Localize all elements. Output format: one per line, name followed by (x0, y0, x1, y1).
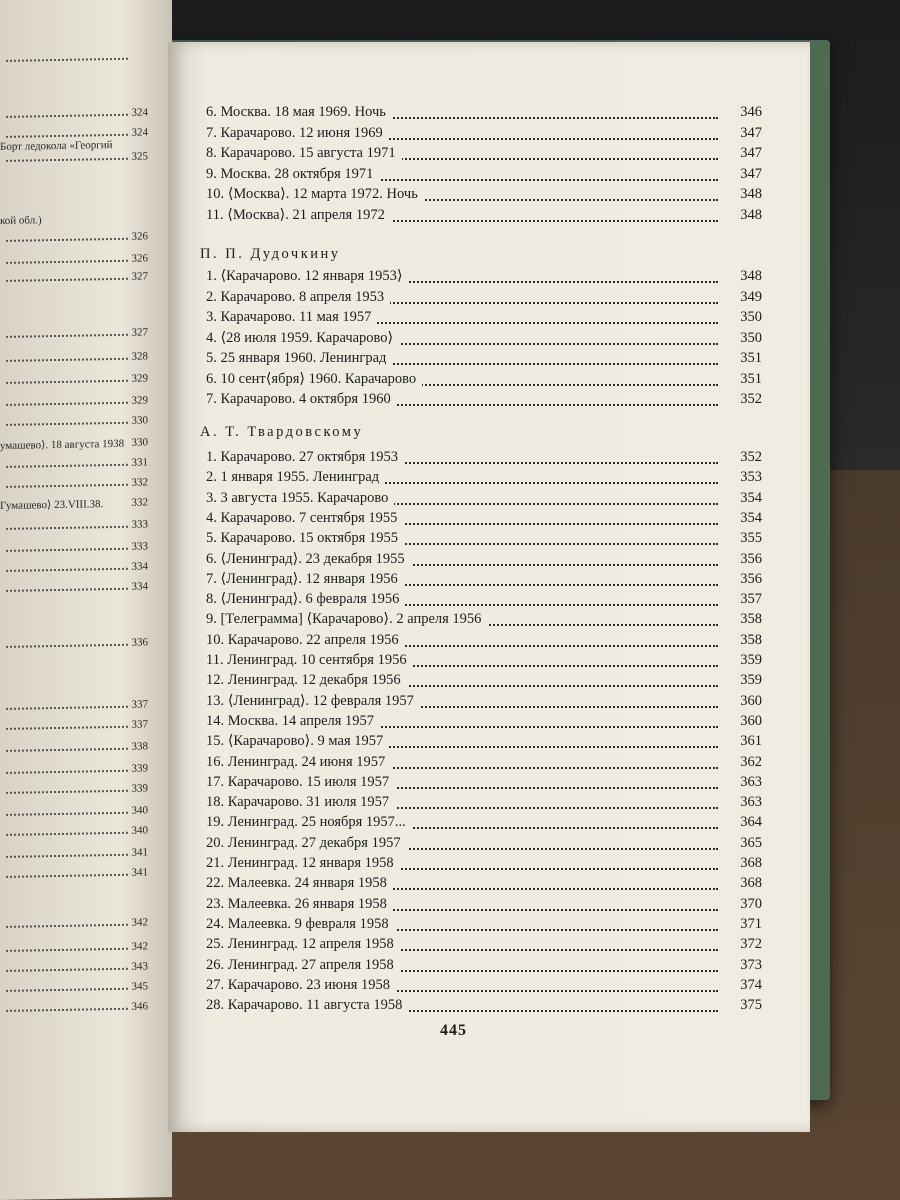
toc-entry-page: 355 (734, 530, 762, 547)
left-page-line (0, 557, 150, 580)
toc-entry-page: 352 (734, 391, 762, 408)
dot-leader (6, 548, 128, 552)
toc-entry-page: 368 (734, 855, 762, 872)
toc-entry-page: 358 (734, 632, 762, 649)
dot-leader (6, 464, 128, 468)
toc-entry (206, 632, 762, 652)
left-page-line (0, 913, 150, 936)
left-page-number: 332 (131, 496, 148, 509)
toc-entry-title: 6. Москва. 18 мая 1969. Ночь (206, 104, 392, 121)
toc-entry-page: 352 (734, 449, 762, 466)
toc-entry-title: 12. Ленинград. 12 декабря 1956 (206, 672, 407, 689)
toc-entry (206, 835, 762, 855)
left-page-line (0, 759, 150, 782)
left-page (0, 0, 172, 1200)
toc-entry-title: 9. [Телеграмма] ⟨Карачарово⟩. 2 апреля 1956 (206, 611, 487, 628)
left-page-line (0, 473, 150, 496)
left-page-number: 327 (131, 326, 148, 339)
left-page-line (0, 577, 150, 600)
dot-leader (6, 58, 128, 62)
left-page-number: 330 (131, 414, 148, 427)
toc-entry (206, 977, 762, 997)
left-page-number: 343 (131, 960, 148, 973)
left-page-number: 346 (131, 1000, 148, 1013)
dot-leader (6, 484, 128, 488)
left-page-number: 340 (131, 804, 148, 817)
left-page-line (0, 977, 150, 1000)
toc-entry (206, 936, 762, 956)
left-page-line (0, 843, 150, 866)
left-page-number: 338 (131, 740, 148, 753)
toc-entry (206, 391, 762, 411)
left-page-number: 337 (131, 698, 148, 711)
toc-entry-title: 1. ⟨Карачарово. 12 января 1953⟩ (206, 268, 409, 285)
left-page-line (0, 695, 150, 718)
toc-entry-page: 364 (734, 814, 762, 831)
toc-entry (206, 896, 762, 916)
toc-entry-page: 373 (734, 957, 762, 974)
toc-entry (206, 125, 762, 145)
left-page-number: 342 (131, 916, 148, 929)
dot-leader (6, 644, 128, 648)
left-page-number: 324 (131, 126, 148, 139)
toc-entry (206, 875, 762, 895)
toc-entry-page: 359 (734, 652, 762, 669)
section-heading-tvardovsky: А. Т. Твардовскому (200, 424, 364, 440)
left-page-number: 333 (131, 540, 148, 553)
toc-entry-page: 370 (734, 896, 762, 913)
toc-entry-title: 2. 1 января 1955. Ленинград (206, 469, 385, 486)
left-page-line (0, 863, 150, 886)
left-page-line (0, 347, 150, 370)
toc-entry (206, 551, 762, 571)
toc-entry-page: 347 (734, 166, 762, 183)
toc-entry-title: 26. Ленинград. 27 апреля 1958 (206, 957, 400, 974)
left-page-number: 333 (131, 518, 148, 531)
toc-entry-title: 5. Карачарово. 15 октября 1955 (206, 530, 404, 547)
left-page-line (0, 227, 150, 250)
dot-leader (6, 812, 128, 816)
toc-entry-title: 20. Ленинград. 27 декабря 1957 (206, 835, 407, 852)
dot-leader (6, 874, 128, 878)
toc-entry (206, 449, 762, 469)
toc-entry-title: 7. Карачарово. 12 июня 1969 (206, 125, 389, 142)
left-page-number: 326 (131, 230, 148, 243)
dot-leader (6, 568, 128, 572)
left-page-line (0, 369, 150, 392)
toc-entry-page: 346 (734, 104, 762, 121)
toc-entry (206, 855, 762, 875)
toc-entry (206, 672, 762, 692)
left-page-number: 339 (131, 782, 148, 795)
left-page-line (0, 779, 150, 802)
left-page-line (0, 453, 150, 476)
left-page-line (0, 267, 150, 290)
dot-leader (6, 358, 128, 362)
left-page-number: 325 (131, 150, 148, 163)
toc-entry-title: 28. Карачарово. 11 августа 1958 (206, 997, 408, 1014)
left-page-number: 341 (131, 866, 148, 879)
toc-entry (206, 916, 762, 936)
toc-entry-page: 348 (734, 186, 762, 203)
toc-entry-page: 371 (734, 916, 762, 933)
left-page-text: кой обл.) (0, 214, 42, 227)
left-page-number: 329 (131, 394, 148, 407)
left-page-line (0, 715, 150, 738)
toc-entry-page: 354 (734, 510, 762, 527)
left-page-line (0, 433, 150, 456)
dot-leader (6, 948, 128, 952)
toc-entry-title: 21. Ленинград. 12 января 1958 (206, 855, 400, 872)
toc-entry-title: 2. Карачарово. 8 апреля 1953 (206, 289, 390, 306)
toc-entry (206, 814, 762, 834)
left-page-text: умашево⟩. 18 августа 1938 (0, 437, 125, 452)
toc-entry-title: 3. 3 августа 1955. Карачарово (206, 490, 394, 507)
toc-entry-page: 368 (734, 875, 762, 892)
toc-entry-title: 7. Карачарово. 4 октября 1960 (206, 391, 397, 408)
toc-entry (206, 145, 762, 165)
toc-entry-title: 14. Москва. 14 апреля 1957 (206, 713, 380, 730)
left-page-number: 331 (131, 456, 148, 469)
toc-entry-title: 8. ⟨Ленинград⟩. 6 февраля 1956 (206, 591, 405, 608)
toc-entry-title: 8. Карачарово. 15 августа 1971 (206, 145, 402, 162)
toc-entry-page: 359 (734, 672, 762, 689)
toc-entry-title: 6. 10 сент⟨ября⟩ 1960. Карачарово (206, 371, 422, 388)
toc-entry-page: 374 (734, 977, 762, 994)
toc-entry-page: 360 (734, 713, 762, 730)
toc-entry-page: 356 (734, 551, 762, 568)
toc-entry-page: 356 (734, 571, 762, 588)
toc-entry-title: 27. Карачарово. 23 июня 1958 (206, 977, 396, 994)
toc-entry-page: 350 (734, 309, 762, 326)
dot-leader (6, 114, 128, 118)
left-page-number: 336 (131, 636, 148, 649)
dot-leader (6, 748, 128, 752)
toc-entry (206, 713, 762, 733)
toc-entry-page: 362 (734, 754, 762, 771)
toc-entry (206, 469, 762, 489)
left-page-line (0, 391, 150, 414)
toc-entry-title: 18. Карачарово. 31 июля 1957 (206, 794, 395, 811)
toc-entry (206, 997, 762, 1017)
section-heading-dudochkin: П. П. Дудочкину (200, 246, 341, 262)
dot-leader (6, 588, 128, 592)
dot-leader (6, 790, 128, 794)
left-page-line (0, 957, 150, 980)
dot-leader (6, 278, 128, 282)
dot-leader (6, 380, 128, 384)
toc-entry-title: 19. Ленинград. 25 ноября 1957... (206, 814, 412, 831)
toc-entry-page: 357 (734, 591, 762, 608)
toc-entry-title: 4. Карачарово. 7 сентября 1955 (206, 510, 403, 527)
dot-leader (6, 158, 128, 162)
dot-leader (6, 526, 128, 530)
left-page-number: 342 (131, 940, 148, 953)
dot-leader (6, 968, 128, 972)
toc-entry (206, 754, 762, 774)
dot-leader (6, 726, 128, 730)
toc-entry-title: 3. Карачарово. 11 мая 1957 (206, 309, 377, 326)
toc-entry-page: 354 (734, 490, 762, 507)
toc-entry (206, 733, 762, 753)
toc-entry-page: 375 (734, 997, 762, 1014)
left-page-number: 327 (131, 270, 148, 283)
toc-entry-title: 7. ⟨Ленинград⟩. 12 января 1956 (206, 571, 404, 588)
left-page-number: 324 (131, 106, 148, 119)
dot-leader (6, 334, 128, 338)
left-page-number: 328 (131, 350, 148, 363)
toc-entry (206, 611, 762, 631)
toc-entry (206, 371, 762, 391)
left-page-text: Гумашево⟩ 23.VIII.38. (0, 498, 104, 512)
toc-entry-page: 351 (734, 350, 762, 367)
toc-entry-title: 1. Карачарово. 27 октября 1953 (206, 449, 404, 466)
toc-entry (206, 794, 762, 814)
dot-leader (6, 422, 128, 426)
toc-entry-title: 25. Ленинград. 12 апреля 1958 (206, 936, 400, 953)
toc-entry-page: 353 (734, 469, 762, 486)
toc-entry-title: 10. Карачарово. 22 апреля 1956 (206, 632, 405, 649)
left-page-line (0, 737, 150, 760)
toc-entry-page: 347 (734, 125, 762, 142)
dot-leader (6, 988, 128, 992)
dot-leader (6, 706, 128, 710)
toc-entry-title: 13. ⟨Ленинград⟩. 12 февраля 1957 (206, 693, 420, 710)
toc-entry (206, 571, 762, 591)
toc-entry-title: 6. ⟨Ленинград⟩. 23 декабря 1955 (206, 551, 411, 568)
toc-entry-title: 24. Малеевка. 9 февраля 1958 (206, 916, 395, 933)
left-page-line (0, 515, 150, 538)
toc-entry-page: 361 (734, 733, 762, 750)
toc-entry-page: 363 (734, 794, 762, 811)
dot-leader (6, 924, 128, 928)
left-page-line (0, 47, 150, 70)
toc-entry-page: 358 (734, 611, 762, 628)
left-page-number: 330 (131, 436, 148, 449)
toc-entry-page: 350 (734, 330, 762, 347)
left-page-line (0, 147, 150, 170)
toc-entry (206, 490, 762, 510)
left-page-number: 326 (131, 252, 148, 265)
toc-entry-page: 349 (734, 289, 762, 306)
left-page-number: 334 (131, 580, 148, 593)
left-page-number: 334 (131, 560, 148, 573)
toc-entry-title: 23. Малеевка. 26 января 1958 (206, 896, 393, 913)
toc-entry-page: 347 (734, 145, 762, 162)
left-page-number: 340 (131, 824, 148, 837)
left-page-line (0, 801, 150, 824)
toc-entry (206, 774, 762, 794)
left-page-number: 332 (131, 476, 148, 489)
toc-entry-title: 15. ⟨Карачарово⟩. 9 мая 1957 (206, 733, 389, 750)
toc-entry (206, 693, 762, 713)
left-page-line (0, 323, 150, 346)
dot-leader (6, 854, 128, 858)
toc-entry (206, 289, 762, 309)
toc-entry (206, 510, 762, 530)
toc-entry-title: 11. ⟨Москва⟩. 21 апреля 1972 (206, 207, 391, 224)
left-page-number: 341 (131, 846, 148, 859)
toc-entry-page: 351 (734, 371, 762, 388)
dot-leader (6, 260, 128, 264)
toc-entry-page: 363 (734, 774, 762, 791)
left-page-line (0, 411, 150, 434)
toc-entry-page: 360 (734, 693, 762, 710)
toc-entry-page: 348 (734, 207, 762, 224)
dot-leader (6, 770, 128, 774)
toc-entry-page: 372 (734, 936, 762, 953)
toc-entry (206, 268, 762, 288)
left-page-line (0, 633, 150, 656)
toc-entry-title: 17. Карачарово. 15 июля 1957 (206, 774, 395, 791)
page-number: 445 (440, 1022, 467, 1039)
left-page-text: Борт ледокола «Георгий (0, 139, 113, 153)
toc-entry-title: 16. Ленинград. 24 июня 1957 (206, 754, 391, 771)
left-page-line (0, 103, 150, 126)
toc-entry (206, 166, 762, 186)
toc-entry (206, 104, 762, 124)
toc-entry (206, 530, 762, 550)
left-page-line (0, 937, 150, 960)
toc-entry (206, 350, 762, 370)
toc-entry-title: 22. Малеевка. 24 января 1958 (206, 875, 393, 892)
left-page-number: 329 (131, 372, 148, 385)
toc-entry (206, 330, 762, 350)
left-page-line (0, 537, 150, 560)
toc-entry-page: 365 (734, 835, 762, 852)
dot-leader (6, 832, 128, 836)
toc-entry-page: 348 (734, 268, 762, 285)
toc-entry-title: 10. ⟨Москва⟩. 12 марта 1972. Ночь (206, 186, 424, 203)
dot-leader (6, 402, 128, 406)
left-page-number: 337 (131, 718, 148, 731)
left-page-number: 339 (131, 762, 148, 775)
toc-entry-title: 9. Москва. 28 октября 1971 (206, 166, 379, 183)
left-page-number: 345 (131, 980, 148, 993)
toc-entry (206, 186, 762, 206)
toc-entry (206, 591, 762, 611)
toc-entry-title: 5. 25 января 1960. Ленинград (206, 350, 392, 367)
toc-entry-title: 4. ⟨28 июля 1959. Карачарово⟩ (206, 330, 399, 347)
toc-entry (206, 309, 762, 329)
left-page-line (0, 821, 150, 844)
left-page-line (0, 997, 150, 1020)
toc-entry-title: 11. Ленинград. 10 сентября 1956 (206, 652, 413, 669)
left-page-line (0, 493, 150, 516)
toc-entry (206, 652, 762, 672)
dot-leader (6, 1008, 128, 1012)
dot-leader (6, 238, 128, 242)
toc-entry (206, 207, 762, 227)
toc-entry (206, 957, 762, 977)
